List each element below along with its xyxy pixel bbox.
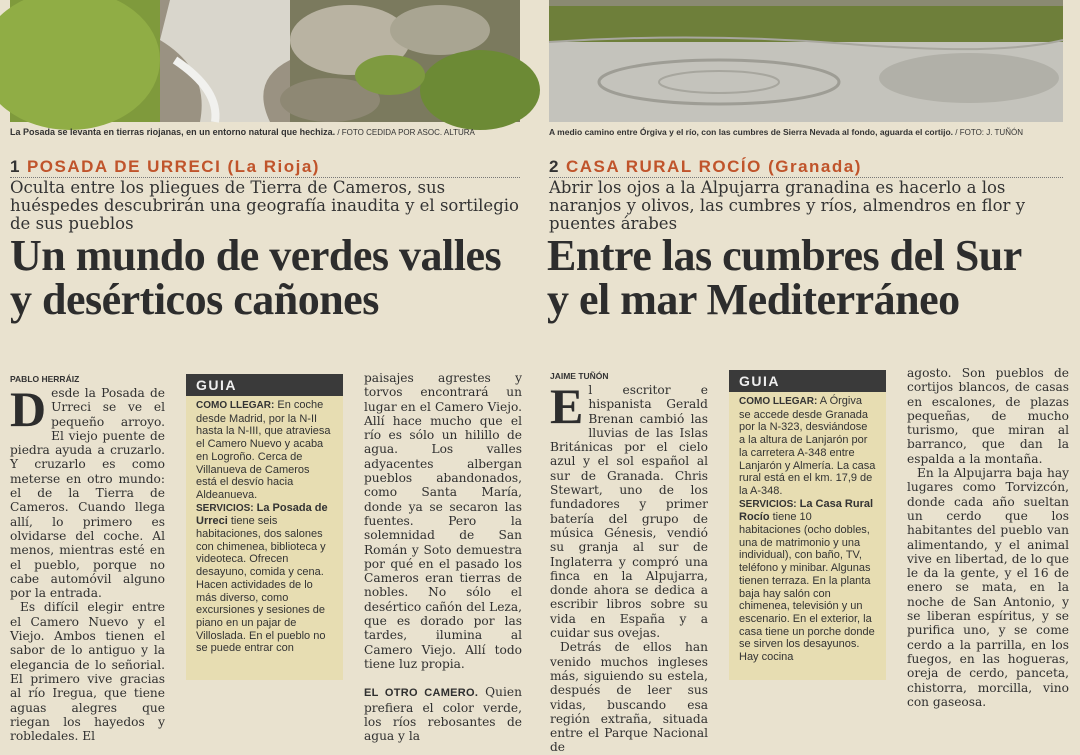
deck-right: Abrir los ojos a la Alpujarra granadina es hacerlo a los naranjos y olivos, las cumbres y ríos, almendros en flor y puentes árabes bbox=[549, 178, 1026, 233]
byline-left: PABLO HERRÁIZ bbox=[10, 374, 80, 384]
paragraph: Detrás de ellos han venido muchos ingleses más, siguiendo su estela, después de leer sus vidas, buscando esa región extraña, situada entre el Parque Nacional de bbox=[550, 640, 708, 755]
headline-line-2: y desérticos cañones bbox=[10, 275, 379, 324]
photo-river bbox=[10, 0, 520, 122]
paragraph: El escritor e hispanista Gerald Brenan cambió las lluvias de las Islas Británicas por el cielo azul y el sol español al sur de Granada. Chris Stewart, uno de los fundadores y primer batería del grupo de música Génesis, vendió su granja al sur de Inglaterra y compró una finca en la Alpujarra, donde ahora se dedica a escribir libros sobre su vida en España y a cuidar sus ovejas. bbox=[550, 378, 708, 641]
photo-cortijo bbox=[549, 0, 1063, 122]
paragraph: Desde la Posada de Urreci se ve el pequeño arroyo. El viejo puente de piedra ayuda a cruzarlo. Y cruzarlo es como meterse en otro mundo: el de la Tierra de Cameros. Cuando llega allí, lo primero es olvidarse del coche. Al menos, mientras esté en el pueblo, porque no cabe automóvil alguno por la entrada. bbox=[10, 381, 165, 601]
drop-cap: E bbox=[550, 378, 584, 434]
headline-line-2: y el mar Mediterráneo bbox=[547, 275, 960, 324]
kicker-title: POSADA DE URRECI (La Rioja) bbox=[26, 157, 320, 176]
paragraph: EL OTRO CAMERO. Quien prefiera el color verde, los ríos rebosantes de agua y la bbox=[364, 685, 522, 744]
kicker-number: 1 bbox=[10, 157, 21, 176]
kicker-title: CASA RURAL ROCÍO (Granada) bbox=[565, 157, 862, 176]
drop-cap: D bbox=[10, 381, 47, 437]
guia-body: COMO LLEGAR: En coche desde Madrid, por la N-II hasta la N-III, que atraviesa el Camero Nuevo y acaba en Logroño. Cerca de Villanueva de Cameros está el desvío hacia Aldeanueva. SERVICIOS: La Posada de Urreci tiene seis habitaciones, dos salones con chimenea, biblioteca y videoteca. Ofrecen desayuno, comida y cena. Hacen actividades de lo más diverso, como excursiones y sesiones de piano en un pajar de Villoslada. En el pueblo no se puede entrar con bbox=[196, 399, 331, 655]
section-kicker-right bbox=[549, 157, 1063, 178]
caption-text: A medio camino entre Órgiva y el río, con las cumbres de Sierra Nevada al fondo, aguarda el cortijo. bbox=[549, 127, 954, 137]
guia-label-servicios: SERVICIOS: bbox=[196, 502, 254, 514]
guia-body: COMO LLEGAR: A Órgiva se accede desde Granada por la N-323, desviándose a la altura de Lanjarón por la carretera A-348 entre Lanjarón y Almería. La casa rural está en el km. 17,9 de la A-348. SERVICIOS: La Casa Rural Rocío tiene 10 habitaciones (ocho dobles, una de matrimonio y una individual), con baño, TV, teléfono y minibar. Algunas tienen terraza. En la planta baja hay salón con chimenea, televisión y un escenario. En el exterior, la casa tiene un porche donde se sirven los desayunos. Hay cocina bbox=[739, 395, 876, 664]
paragraph: paisajes agrestes y torvos encontrará un lugar en el Camero Viejo. Allí hace mucho que el río es sólo un hilillo de agua. Los valles adyacentes albergan pueblos abandonados, como Santa María, donde ya se secaron las fuentes. Pero la solemnidad de San Román y Soto demuestra por qué en el pasado los Cameros eran tierras de nobles. No sólo el desértico cañón del Leza, que es dorado por las tardes, ilumina al Camero Viejo. Allí todo tiene luz propia. bbox=[364, 371, 522, 671]
guia-label-servicios: SERVICIOS: bbox=[739, 498, 797, 510]
stone-terrace-image bbox=[549, 0, 1063, 122]
article-left-column-3 bbox=[364, 371, 522, 744]
headline-line-1: Entre las cumbres del Sur bbox=[547, 231, 1022, 280]
headline-right bbox=[547, 231, 1072, 324]
kicker-number: 2 bbox=[549, 157, 560, 176]
river-stream-image bbox=[10, 0, 520, 122]
paragraph: agosto. Son pueblos de cortijos blancos, de casas en escalones, de plazas pequeñas, de mucho turismo, que miran al barranco, que dan la espalda a la montaña. bbox=[907, 366, 1069, 466]
article-right-column-4 bbox=[907, 366, 1069, 709]
guia-box-left bbox=[186, 374, 343, 680]
headline-line-1: Un mundo de verdes valles bbox=[10, 231, 502, 280]
guia-label-como-llegar: COMO LLEGAR: bbox=[739, 396, 818, 407]
caption-credit: / FOTO CEDIDA POR ASOC. ALTURA bbox=[335, 128, 475, 137]
paragraph: Es difícil elegir entre el Camero Nuevo y el Viejo. Ambos tienen el sabor de lo antiguo y la elegancia de lo señorial. El primero vive gracias al río Iregua, que tiene aguas alegres que riegan los hayedos y robledales. El bbox=[10, 600, 165, 744]
guia-box-right bbox=[729, 370, 886, 680]
photo-caption-left bbox=[10, 127, 475, 137]
caption-text: La Posada se levanta en tierras riojanas, en un entorno natural que hechiza. bbox=[10, 127, 336, 137]
guia-title: GUIA bbox=[729, 370, 886, 392]
deck-left: Oculta entre los pliegues de Tierra de Cameros, sus huéspedes descubrirán una geografía inaudita y el sortilegio de sus pueblos bbox=[10, 178, 519, 233]
guia-title: GUIA bbox=[186, 374, 343, 396]
photo-caption-right bbox=[549, 127, 1023, 137]
paragraph: En la Alpujarra baja hay lugares como Torvizcón, donde cada año sueltan un cerdo que los habitantes del pueblo van alimentando, y el animal vive en libertad, de lo que le da la gente, y el 16 de enero se mata, en la noche de San Antonio, y se liberan espíritus, y se purifica uno, y se come cerdo a la parrilla, en los fuegos, en las hogueras, oreja de cerdo, panceta, chistorra, morcilla, vino con gaseosa. bbox=[907, 466, 1069, 709]
subhead-otro-camero: EL OTRO CAMERO. bbox=[364, 687, 479, 700]
section-kicker-left bbox=[10, 157, 520, 178]
byline-right: JAIME TUÑÓN bbox=[550, 371, 609, 381]
guia-label-como-llegar: COMO LLEGAR: bbox=[196, 400, 275, 411]
caption-credit: / FOTO: J. TUÑÓN bbox=[953, 128, 1023, 137]
article-left-column-1 bbox=[10, 381, 165, 744]
article-right-column-1 bbox=[550, 378, 708, 755]
headline-left bbox=[10, 231, 530, 324]
